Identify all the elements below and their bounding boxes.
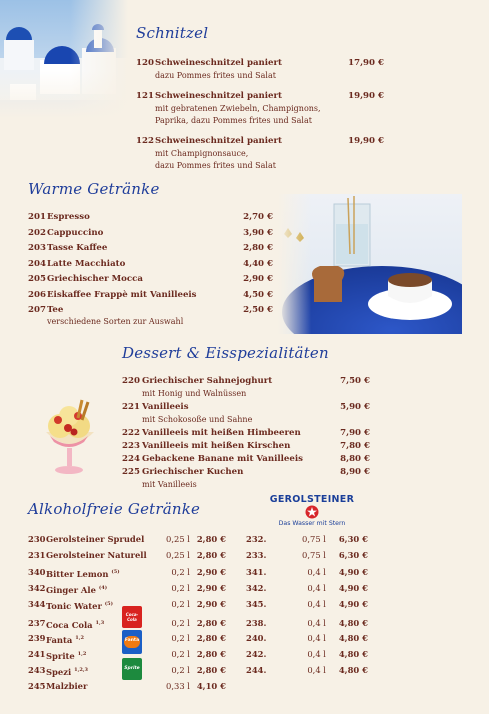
- volume-large: 0,4 l: [307, 618, 326, 628]
- additive-note: (5): [111, 569, 120, 575]
- item-number: 204: [28, 258, 46, 269]
- drink-name-text: Fanta: [46, 634, 73, 645]
- volume: 0,25 l: [166, 550, 190, 560]
- gerolsteiner-tagline: Das Wasser mit Stern: [278, 520, 346, 527]
- volume: 0,2 l: [171, 599, 190, 609]
- coca-cola-logo-text: Coca-Cola: [125, 612, 139, 622]
- item-name: Vanilleeis: [142, 402, 189, 412]
- price: 2,90 €: [196, 599, 226, 609]
- drink-name-text: Gerolsteiner Naturell: [46, 550, 147, 560]
- item-price: 2,50 €: [243, 305, 273, 315]
- drink-name: [46, 648, 86, 662]
- price-large: 4,80 €: [338, 618, 368, 628]
- drink-name-text: Coca Cola: [46, 619, 93, 630]
- volume-large: 0,4 l: [307, 599, 326, 609]
- item-number: 120: [136, 58, 154, 68]
- warm-drinks-heading: Warme Getränke: [28, 180, 160, 198]
- row-number: 340: [28, 567, 46, 577]
- additive-note: (5): [104, 601, 113, 607]
- row-number: 230: [28, 534, 46, 544]
- volume: 0,2 l: [171, 583, 190, 593]
- item-name: Schweineschnitzel paniert: [155, 91, 282, 101]
- item-price: 8,90 €: [340, 467, 370, 477]
- price: 2,80 €: [196, 633, 226, 643]
- volume-large: 0,4 l: [307, 649, 326, 659]
- table-row: [28, 664, 384, 676]
- drink-name: [46, 617, 104, 631]
- volume-large: 0,75 l: [302, 550, 326, 560]
- drink-name: [46, 582, 107, 596]
- additive-note: 1,2: [75, 635, 84, 641]
- row-number-large: 345.: [246, 599, 267, 609]
- drink-name-text: Malzbier: [46, 681, 88, 691]
- additive-note: (4): [98, 585, 108, 591]
- table-row: [28, 680, 384, 692]
- row-number-large: 242.: [246, 649, 267, 659]
- item-number: 202: [28, 227, 46, 238]
- item-number: 221: [122, 402, 140, 412]
- price: 2,80 €: [196, 665, 226, 675]
- row-number: 344: [28, 599, 46, 609]
- item-number: 205: [28, 274, 46, 284]
- price: 2,90 €: [196, 567, 226, 577]
- item-price: 5,90 €: [340, 402, 370, 412]
- table-row: [28, 582, 384, 594]
- price: 2,80 €: [196, 550, 226, 560]
- volume: 0,25 l: [166, 534, 190, 544]
- additive-note: 1,2,3: [74, 667, 89, 673]
- item-description: verschiedene Sorten zur Auswahl: [47, 317, 184, 326]
- item-price: 7,50 €: [340, 376, 370, 386]
- volume: 0,2 l: [171, 665, 190, 675]
- table-row: [28, 598, 384, 610]
- volume-large: 0,75 l: [302, 534, 326, 544]
- volume: 0,33 l: [166, 681, 190, 691]
- item-price: 2,70 €: [243, 212, 273, 222]
- item-description: mit Vanilleeis: [142, 480, 197, 489]
- row-number: 239: [28, 633, 46, 643]
- item-description: Paprika, dazu Pommes frites und Salat: [155, 116, 312, 125]
- item-number: 224: [122, 454, 140, 464]
- item-name: Tee: [47, 305, 64, 315]
- item-description: mit Champignonsauce,: [155, 149, 249, 158]
- item-name: Griechischer Kuchen: [142, 467, 244, 477]
- row-number-large: 232.: [246, 534, 267, 544]
- row-number-large: 341.: [246, 567, 267, 577]
- price: 4,10 €: [196, 681, 226, 691]
- item-price: 4,50 €: [243, 289, 273, 300]
- item-number: 203: [28, 243, 46, 253]
- drink-name-text: Tonic Water: [46, 600, 102, 611]
- volume: 0,2 l: [171, 567, 190, 577]
- drink-name-text: Sprite: [46, 650, 75, 661]
- item-price: 2,80 €: [243, 243, 273, 253]
- row-number-large: 244.: [246, 665, 267, 675]
- drink-name: [46, 566, 120, 580]
- schnitzel-heading: Schnitzel: [136, 24, 209, 42]
- item-price: 17,90 €: [348, 58, 384, 68]
- item-number: 207: [28, 305, 46, 315]
- additive-note: 1,2: [77, 651, 87, 657]
- row-number: 231: [28, 550, 46, 560]
- row-number: 243: [28, 665, 46, 675]
- price: 2,80 €: [196, 534, 226, 544]
- price: 2,80 €: [196, 618, 226, 628]
- item-name: Latte Macchiato: [47, 258, 126, 269]
- row-number: 342: [28, 583, 46, 593]
- item-name: Schweineschnitzel paniert: [155, 136, 282, 146]
- price-large: 4,90 €: [338, 583, 368, 593]
- item-description: dazu Pommes frites und Salat: [155, 161, 276, 170]
- sprite-logo-text: Sprite: [124, 666, 140, 671]
- row-number: 245: [28, 681, 46, 691]
- item-name: Espresso: [47, 212, 90, 222]
- drink-name: [46, 533, 144, 545]
- table-row: [28, 566, 384, 578]
- item-name: Gebackene Banane mit Vanilleeis: [142, 454, 303, 464]
- item-description: mit gebratenen Zwiebeln, Champignons,: [155, 104, 321, 113]
- drink-name: [46, 664, 88, 678]
- item-number: 222: [122, 428, 140, 438]
- dessert-heading: Dessert & Eisspezialitäten: [122, 344, 329, 362]
- table-row: [28, 533, 384, 545]
- item-number: 220: [122, 376, 140, 386]
- item-price: 19,90 €: [348, 91, 384, 101]
- price-large: 4,90 €: [338, 567, 368, 577]
- item-price: 19,90 €: [348, 136, 384, 146]
- volume-large: 0,4 l: [307, 567, 326, 577]
- item-number: 122: [136, 136, 154, 146]
- price-large: 4,80 €: [338, 649, 368, 659]
- item-price: 4,40 €: [243, 258, 273, 269]
- volume-large: 0,4 l: [307, 633, 326, 643]
- volume-large: 0,4 l: [307, 665, 326, 675]
- price-large: 4,80 €: [338, 633, 368, 643]
- item-name: Vanilleeis mit heißen Himbeeren: [142, 428, 301, 438]
- price-large: 6,30 €: [338, 550, 368, 560]
- drink-name: [46, 680, 87, 692]
- row-number-large: 240.: [246, 633, 267, 643]
- santorini-photo: [0, 0, 128, 118]
- table-row: [28, 632, 384, 644]
- row-number-large: 233.: [246, 550, 267, 560]
- table-row: [28, 549, 384, 561]
- item-number: 223: [122, 441, 140, 451]
- drink-name: [46, 549, 147, 561]
- drink-name-text: Bitter Lemon: [46, 568, 109, 579]
- item-description: mit Schokosoße und Sahne: [142, 415, 253, 424]
- gerolsteiner-brand-name: GEROLSTEINER: [269, 494, 355, 505]
- item-price: 7,90 €: [340, 428, 370, 438]
- row-number-large: 238.: [246, 618, 267, 628]
- soft-drinks-heading: Alkoholfreie Getränke: [28, 500, 201, 518]
- table-row: [28, 648, 384, 660]
- item-name: Cappuccino: [47, 227, 104, 238]
- price-large: 6,30 €: [338, 534, 368, 544]
- row-number-large: 342.: [246, 583, 267, 593]
- price: 2,80 €: [196, 649, 226, 659]
- price: 2,90 €: [196, 583, 226, 593]
- item-name: Griechischer Sahnejoghurt: [142, 376, 273, 386]
- item-price: 3,90 €: [243, 227, 273, 238]
- price-large: 4,90 €: [338, 599, 368, 609]
- volume: 0,2 l: [171, 618, 190, 628]
- drink-name-text: Gerolsteiner Sprudel: [46, 534, 145, 544]
- item-number: 225: [122, 467, 140, 477]
- fanta-logo-text: Fanta: [124, 638, 140, 643]
- item-name: Tasse Kaffee: [47, 243, 108, 253]
- item-price: 2,90 €: [243, 274, 273, 284]
- price-large: 4,80 €: [338, 665, 368, 675]
- item-name: Vanilleeis mit heißen Kirschen: [142, 441, 291, 451]
- item-number: 206: [28, 289, 46, 300]
- coffee-photo: [278, 194, 462, 334]
- drink-name-text: Ginger Ale: [46, 584, 96, 595]
- item-number: 121: [136, 91, 154, 101]
- item-name: Schweineschnitzel paniert: [155, 58, 282, 68]
- row-number: 237: [28, 618, 46, 628]
- item-name: Eiskaffee Frappè mit Vanilleeis: [47, 289, 197, 300]
- item-number: 201: [28, 212, 46, 222]
- volume: 0,2 l: [171, 649, 190, 659]
- item-description: mit Honig und Walnüssen: [142, 389, 247, 398]
- gerolsteiner-logo: [258, 494, 366, 527]
- item-description: dazu Pommes frites und Salat: [155, 71, 276, 80]
- item-name: Griechischer Mocca: [47, 274, 143, 284]
- drink-name-text: Spezi: [46, 666, 72, 677]
- volume: 0,2 l: [171, 633, 190, 643]
- star-icon: [305, 505, 319, 519]
- row-number: 241: [28, 649, 46, 659]
- item-price: 8,80 €: [340, 454, 370, 464]
- ice-cream-photo: [38, 392, 102, 482]
- item-price: 7,80 €: [340, 441, 370, 451]
- drink-name: [46, 598, 113, 612]
- table-row: [28, 617, 384, 629]
- volume-large: 0,4 l: [307, 583, 326, 593]
- drink-name: [46, 632, 84, 646]
- additive-note: 1,3: [95, 620, 105, 626]
